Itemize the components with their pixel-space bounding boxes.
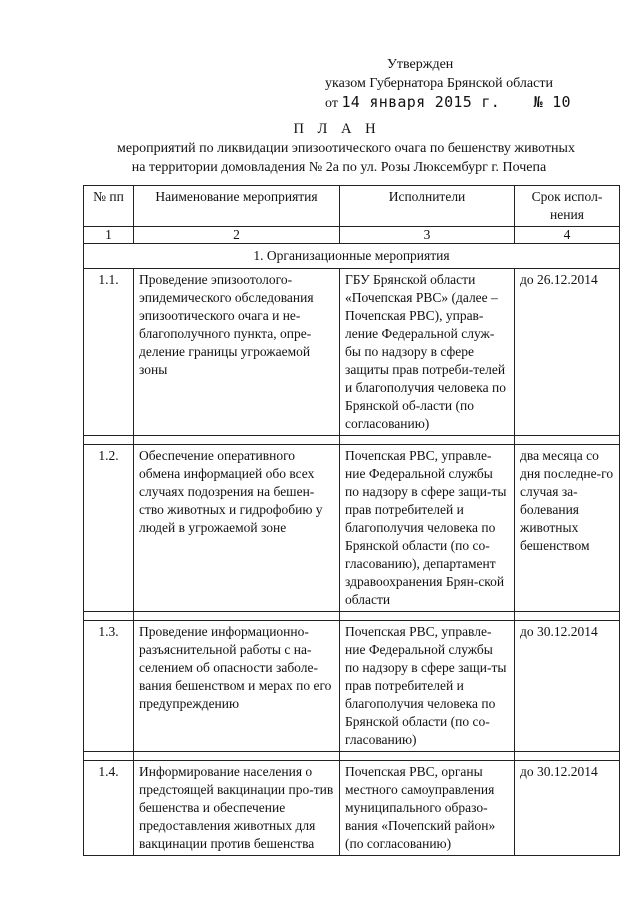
- document-title: [0, 120, 640, 177]
- row-number: 1.4.: [84, 761, 134, 856]
- row-gap: [84, 436, 620, 445]
- row-gap: [84, 612, 620, 621]
- section-row: [84, 244, 620, 269]
- approval-date: 14 января 2015 г.: [341, 93, 501, 111]
- approval-title: Утвержден: [387, 57, 454, 72]
- row-executors: Почепская РВС, управле-ние Федеральной службы по надзору в сфере защи-ты прав потребителей и благополучия человека по Брянской области (по со-гласованию), департамент здравоохранения Брян-ской области: [340, 445, 515, 612]
- row-executors: ГБУ Брянской области «Почепская РВС» (далее – Почепская РВС), управ-ление Федеральной служ-бы по надзору в сфере защиты прав потреби-телей и благополучия человека по Брянской об-ласти (по согласованию): [340, 269, 515, 436]
- index-cell: 2: [134, 227, 340, 244]
- table-header-row: [84, 186, 620, 227]
- plan-heading: П Л А Н: [293, 121, 381, 137]
- row-task: Проведение информационно-разъяснительной работы с на-селением об опасности заболе-вания бешенством и мерах по его предупреждению: [134, 621, 340, 752]
- table-index-row: [84, 227, 620, 244]
- row-task: Информирование населения о предстоящей вакцинации про-тив бешенства и обеспечение предоставления животных для вакцинации против бешенства: [134, 761, 340, 856]
- row-gap: [84, 752, 620, 761]
- approval-block: [325, 55, 571, 113]
- row-executors: Почепская РВС, органы местного самоуправления муниципального образо-вания «Почепский район» (по согласованию): [340, 761, 515, 856]
- approval-number: № 10: [533, 93, 571, 111]
- index-cell: 4: [515, 227, 620, 244]
- approval-decree: указом Губернатора Брянской области: [325, 76, 553, 91]
- table-row: [84, 621, 620, 752]
- row-term: два месяца со дня последне-го случая за-болевания животных бешенством: [515, 445, 620, 612]
- header-executors: Исполнители: [340, 186, 515, 227]
- row-task: Обеспечение оперативного обмена информацией обо всех случаях подозрения на бешен-ство животных и гидрофобию у людей в угрожаемой зоне: [134, 445, 340, 612]
- row-number: 1.3.: [84, 621, 134, 752]
- index-cell: 1: [84, 227, 134, 244]
- row-term: до 30.12.2014: [515, 761, 620, 856]
- row-task: Проведение эпизоотолого-эпидемического обследования эпизоотического очага и не-благополучного пункта, опре-деление границы угрожаемой зоны: [134, 269, 340, 436]
- plan-table: [83, 185, 620, 856]
- section-title: 1. Организационные мероприятия: [84, 244, 620, 269]
- index-cell: 3: [340, 227, 515, 244]
- table-row: [84, 269, 620, 436]
- row-term: до 30.12.2014: [515, 621, 620, 752]
- plan-subtitle-line2: на территории домовладения № 2а по ул. Розы Люксембург г. Почепа: [131, 160, 547, 175]
- header-task: Наименование мероприятия: [134, 186, 340, 227]
- header-term: Срок испол-нения: [515, 186, 620, 227]
- row-number: 1.1.: [84, 269, 134, 436]
- row-number: 1.2.: [84, 445, 134, 612]
- row-term: до 26.12.2014: [515, 269, 620, 436]
- approval-date-line: [325, 93, 571, 113]
- table-row: [84, 761, 620, 856]
- row-executors: Почепская РВС, управле-ние Федеральной службы по надзору в сфере защи-ты прав потребителей и благополучия человека по Брянской области (по со-гласованию): [340, 621, 515, 752]
- approval-from-label: от: [325, 96, 338, 111]
- header-number: № пп: [84, 186, 134, 227]
- plan-subtitle-line1: мероприятий по ликвидации эпизоотического очага по бешенству животных: [117, 141, 575, 156]
- table-row: [84, 445, 620, 612]
